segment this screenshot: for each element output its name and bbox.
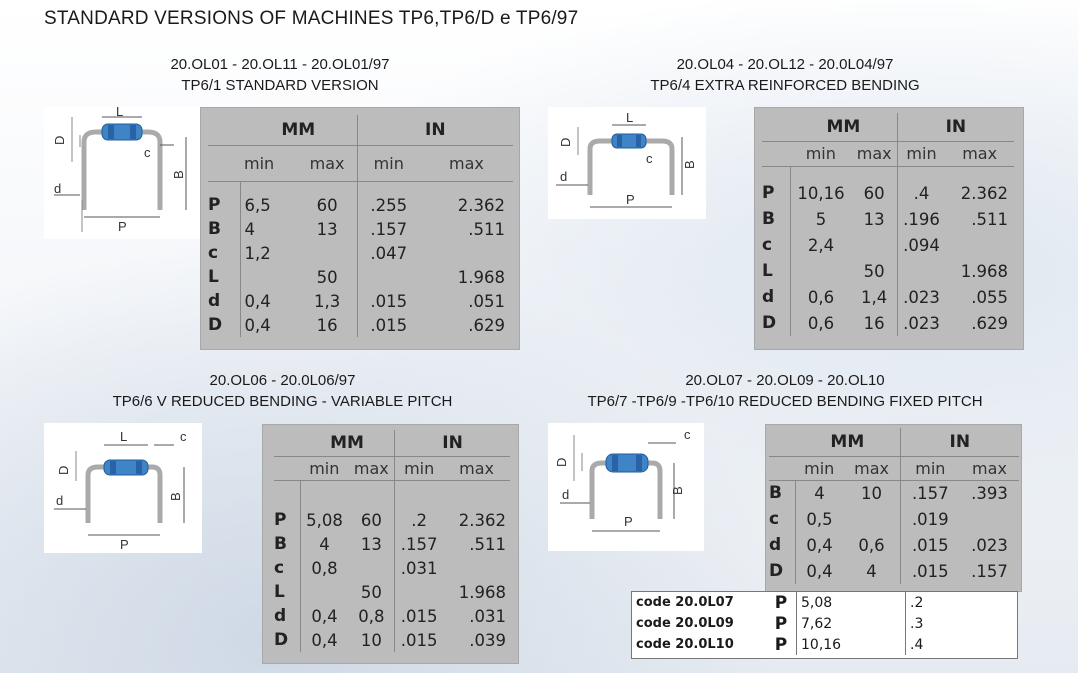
cell: .255 — [357, 193, 420, 217]
mm-max-header: max — [852, 141, 898, 166]
section-2-codes: 20.OL04 - 20.OL12 - 20.0L04/97 — [676, 56, 894, 73]
dim-B-label: B — [168, 492, 183, 501]
mm-min-header: min — [300, 456, 349, 480]
code-label: code 20.0L10 — [636, 637, 734, 652]
row-key: L — [274, 580, 300, 604]
cell: .031 — [395, 556, 444, 580]
cell: 2,4 — [807, 235, 835, 255]
cell: .2 — [395, 508, 444, 532]
in-min-header: min — [900, 456, 960, 480]
section-3-caption — [100, 370, 465, 412]
section-4-code-table — [631, 591, 1018, 659]
cell: 1.968 — [458, 582, 506, 602]
dim-B-label: B — [171, 170, 186, 179]
cell: .094 — [897, 232, 945, 258]
cell — [298, 241, 358, 265]
dim-L-label: L — [626, 110, 634, 125]
dim-c-label: c — [144, 145, 151, 160]
cell: .629 — [468, 315, 505, 335]
row-key: D — [208, 313, 240, 337]
cell: .023 — [897, 284, 945, 310]
cell: 13 — [863, 209, 885, 229]
cell: 10 — [861, 483, 883, 503]
cell: 0,4 — [806, 561, 833, 581]
cell — [843, 506, 900, 532]
row-key: c — [274, 556, 300, 580]
table-row — [762, 206, 1014, 232]
row-key: c — [208, 241, 240, 265]
dim-c-label: c — [180, 429, 187, 444]
dim-D-label: D — [56, 465, 71, 475]
cell: 5 — [815, 209, 827, 229]
cell: .4 — [897, 180, 945, 206]
section-2-drawing — [548, 107, 706, 219]
cell: 60 — [360, 510, 382, 530]
cell: 0,8 — [311, 558, 338, 578]
cell: .023 — [971, 535, 1008, 555]
cell: 50 — [360, 582, 382, 602]
row-key: B — [274, 532, 300, 556]
cell: 0,6 — [858, 535, 885, 555]
row-key: D — [274, 628, 300, 652]
cell: 0,4 — [311, 630, 338, 650]
table-row — [274, 604, 510, 628]
row-key: P — [766, 592, 797, 613]
cell: 5,08 — [797, 592, 906, 613]
section-1-drawing — [44, 107, 202, 239]
dim-P-label: P — [626, 192, 635, 207]
row-key: c — [762, 232, 790, 258]
section-1-spec-table — [200, 107, 520, 350]
cell: .3 — [910, 615, 924, 632]
cell: .511 — [469, 534, 506, 554]
cell: .047 — [357, 241, 420, 265]
in-max-header: max — [443, 456, 510, 480]
cell: 60 — [316, 195, 338, 215]
cell: 10,16 — [797, 183, 845, 203]
dim-c-label: c — [646, 151, 653, 166]
row-key: B — [769, 480, 795, 506]
cell: 0,6 — [807, 287, 835, 307]
cell — [357, 265, 420, 289]
cell: 5,08 — [306, 510, 343, 530]
row-key: B — [208, 217, 240, 241]
section-1-name: TP6/1 STANDARD VERSION — [181, 77, 379, 94]
table-row — [762, 180, 1014, 206]
cell: .196 — [897, 206, 945, 232]
section-2-spec-table — [754, 107, 1024, 350]
dim-D-label: D — [52, 135, 67, 145]
cell: 0,6 — [807, 313, 835, 333]
cell: .015 — [395, 628, 444, 652]
cell: .015 — [900, 558, 960, 584]
cell: .629 — [971, 313, 1008, 333]
cell: 4 — [814, 483, 825, 503]
cell: .157 — [971, 561, 1008, 581]
dim-L-label: L — [120, 429, 128, 444]
mm-min-header: min — [790, 141, 852, 166]
cell: 1,3 — [313, 291, 341, 311]
in-max-header: max — [420, 145, 513, 181]
cell: .393 — [971, 483, 1008, 503]
cell: 60 — [863, 183, 885, 203]
mm-min-header: min — [795, 456, 843, 480]
dim-d-label: d — [56, 493, 64, 508]
table-row — [208, 289, 513, 313]
cell: 0,4 — [244, 315, 271, 335]
cell — [420, 241, 513, 265]
cell: 6,5 — [244, 195, 271, 215]
cell: 10,16 — [797, 634, 906, 655]
row-key: L — [208, 265, 240, 289]
cell: .039 — [469, 630, 506, 650]
dim-D-label: D — [554, 457, 569, 467]
table-row — [208, 313, 513, 337]
cell: .015 — [357, 313, 420, 337]
section-3-name: TP6/6 V REDUCED BENDING - VARIABLE PITCH — [112, 393, 453, 410]
cell — [945, 232, 1014, 258]
cell — [349, 556, 395, 580]
cell: .157 — [395, 532, 444, 556]
cell — [960, 506, 1019, 532]
table-row — [632, 634, 1017, 655]
mm-max-header: max — [843, 456, 900, 480]
cell — [395, 580, 444, 604]
mm-min-header: min — [240, 145, 298, 181]
mm-header: MM — [300, 430, 395, 456]
table-row — [274, 532, 510, 556]
row-key: B — [762, 206, 790, 232]
cell: 16 — [863, 313, 885, 333]
cell: 1,4 — [861, 287, 888, 307]
row-key: P — [766, 613, 797, 634]
cell: .019 — [900, 506, 960, 532]
table-row — [762, 258, 1014, 284]
cell — [897, 258, 945, 284]
cell: 7,62 — [797, 613, 906, 634]
cell — [852, 232, 898, 258]
in-min-header: min — [897, 141, 945, 166]
table-row — [762, 284, 1014, 310]
cell: .157 — [357, 217, 420, 241]
table-row — [208, 265, 513, 289]
cell: 2.362 — [457, 195, 505, 215]
section-3-codes: 20.OL06 - 20.0L06/97 — [209, 372, 356, 389]
cell: 0,4 — [806, 535, 833, 555]
dim-d-label: d — [54, 181, 62, 196]
cell — [790, 258, 852, 284]
cell: 0,4 — [311, 606, 338, 626]
section-4-caption — [570, 370, 1000, 412]
row-key: D — [769, 558, 795, 584]
table-row — [208, 217, 513, 241]
in-min-header: min — [395, 456, 444, 480]
page-title: STANDARD VERSIONS OF MACHINES TP6,TP6/D e TP6/97 — [44, 8, 579, 29]
row-key: D — [762, 310, 790, 336]
cell: 2.362 — [458, 510, 506, 530]
row-key: d — [762, 284, 790, 310]
table-row — [762, 232, 1014, 258]
in-header: IN — [897, 113, 1014, 141]
row-key: P — [762, 180, 790, 206]
code-label: code 20.0L09 — [636, 616, 734, 631]
cell: 10 — [360, 630, 382, 650]
table-row — [632, 592, 1017, 613]
cell: 1.968 — [457, 267, 505, 287]
section-3-spec-table — [262, 424, 519, 664]
table-row — [274, 556, 510, 580]
cell: 0,8 — [358, 606, 385, 626]
mm-header: MM — [795, 428, 900, 456]
table-row — [762, 310, 1014, 336]
dim-c-label: c — [684, 427, 691, 442]
row-key: d — [274, 604, 300, 628]
cell: 16 — [316, 315, 338, 335]
row-key: P — [208, 193, 240, 217]
cell: 4 — [866, 561, 877, 581]
cell: .015 — [395, 604, 444, 628]
dim-B-label: B — [682, 160, 697, 169]
section-4-codes: 20.OL07 - 20.OL09 - 20.OL10 — [685, 372, 885, 389]
table-row — [769, 480, 1019, 506]
cell: .511 — [971, 209, 1008, 229]
row-key: P — [766, 634, 797, 655]
table-row — [769, 532, 1019, 558]
row-key: d — [208, 289, 240, 313]
table-row — [274, 580, 510, 604]
cell: 13 — [316, 219, 338, 239]
section-4-drawing — [548, 423, 704, 551]
in-max-header: max — [945, 141, 1014, 166]
table-row — [208, 193, 513, 217]
section-2-name: TP6/4 EXTRA REINFORCED BENDING — [650, 77, 920, 94]
cell: .051 — [468, 291, 505, 311]
cell: .015 — [900, 532, 960, 558]
cell: 4 — [244, 219, 255, 239]
dim-P-label: P — [120, 537, 129, 552]
section-2-caption — [630, 54, 940, 96]
cell: .157 — [900, 480, 960, 506]
row-key: c — [769, 506, 795, 532]
in-header: IN — [357, 115, 513, 145]
cell: 1.968 — [960, 261, 1008, 281]
in-max-header: max — [960, 456, 1019, 480]
cell: .015 — [357, 289, 420, 313]
cell: .055 — [971, 287, 1008, 307]
in-header: IN — [395, 430, 510, 456]
dim-P-label: P — [624, 514, 633, 529]
table-row — [632, 613, 1017, 634]
section-3-drawing — [44, 423, 202, 553]
in-header: IN — [900, 428, 1019, 456]
in-min-header: min — [357, 145, 420, 181]
dim-L-label: L — [116, 107, 124, 119]
mm-max-header: max — [298, 145, 358, 181]
section-1-caption — [130, 54, 430, 96]
code-label: code 20.0L07 — [636, 595, 734, 610]
dim-d-label: d — [560, 169, 568, 184]
cell: 0,5 — [806, 509, 833, 529]
cell: .4 — [910, 636, 924, 653]
row-key: d — [769, 532, 795, 558]
cell — [300, 580, 349, 604]
cell — [443, 556, 510, 580]
row-key: P — [274, 508, 300, 532]
cell: 50 — [863, 261, 885, 281]
mm-header: MM — [240, 115, 357, 145]
table-row — [208, 241, 513, 265]
cell: .511 — [468, 219, 505, 239]
section-4-name: TP6/7 -TP6/9 -TP6/10 REDUCED BENDING FIXED PITCH — [587, 393, 983, 410]
cell: 1,2 — [244, 243, 271, 263]
mm-header: MM — [790, 113, 897, 141]
table-row — [274, 628, 510, 652]
table-row — [769, 506, 1019, 532]
dim-B-label: B — [670, 486, 685, 495]
row-key: L — [762, 258, 790, 284]
dim-P-label: P — [118, 219, 127, 234]
dim-D-label: D — [558, 137, 573, 147]
cell: 0,4 — [244, 291, 271, 311]
section-1-codes: 20.OL01 - 20.OL11 - 20.OL01/97 — [170, 56, 390, 73]
table-row — [274, 508, 510, 532]
dim-d-label: d — [562, 487, 570, 502]
cell: .2 — [910, 594, 924, 611]
cell: 13 — [360, 534, 382, 554]
table-row — [769, 558, 1019, 584]
cell: 2.362 — [960, 183, 1008, 203]
cell: .031 — [469, 606, 506, 626]
cell: 4 — [319, 534, 330, 554]
cell: .023 — [897, 310, 945, 336]
cell: 50 — [316, 267, 338, 287]
mm-max-header: max — [349, 456, 395, 480]
section-4-spec-table — [765, 424, 1022, 592]
cell — [240, 265, 298, 289]
